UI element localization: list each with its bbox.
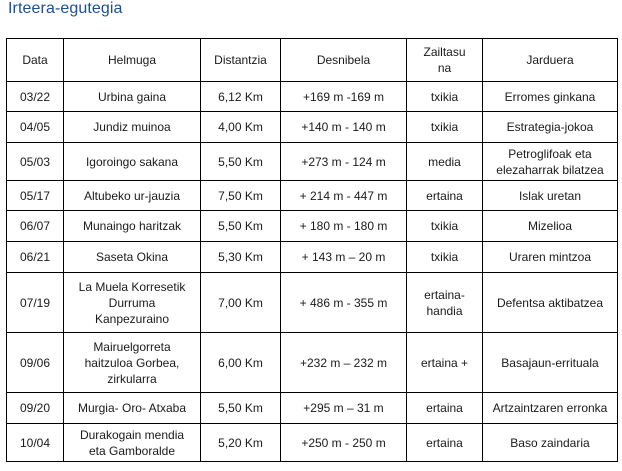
cell-destination: Murgia- Oro- Atxaba — [64, 393, 201, 424]
cell-date: 09/06 — [7, 333, 64, 393]
cell-activity: Defentsa aktibatzea — [483, 273, 618, 333]
cell-date: 03/22 — [7, 82, 64, 112]
cell-activity: Artzaintzaren erronka — [483, 393, 618, 424]
header-data: Data — [7, 39, 64, 82]
cell-distance: 5,50 Km — [201, 143, 281, 181]
cell-difficulty: ertaina- handia — [407, 273, 483, 333]
table-row — [7, 393, 618, 424]
cell-destination: Igoroingo sakana — [64, 143, 201, 181]
header-desnibela: Desnibela — [281, 39, 407, 82]
cell-destination: Munaingo haritzak — [64, 211, 201, 242]
cell-activity: Erromes ginkana — [483, 82, 618, 112]
cell-destination: Durakogain mendia eta Gamboralde — [64, 424, 201, 462]
cell-difficulty: txikia — [407, 82, 483, 112]
schedule-table — [6, 38, 618, 462]
cell-difficulty: ertaina + — [407, 333, 483, 393]
cell-activity: Petroglifoak eta elezaharrak bilatzea — [483, 143, 618, 181]
cell-elevation: + 214 m - 447 m — [281, 181, 407, 211]
cell-elevation: +250 m - 250 m — [281, 424, 407, 462]
header-helmuga: Helmuga — [64, 39, 201, 82]
header-jarduera: Jarduera — [483, 39, 618, 82]
cell-difficulty: ertaina — [407, 181, 483, 211]
cell-distance: 6,00 Km — [201, 333, 281, 393]
cell-elevation: +140 m - 140 m — [281, 112, 407, 143]
cell-difficulty: media — [407, 143, 483, 181]
cell-elevation: + 180 m - 180 m — [281, 211, 407, 242]
cell-distance: 4,00 Km — [201, 112, 281, 143]
cell-destination: Mairuelgorreta haitzuloa Gorbea, zirkularra — [64, 333, 201, 393]
table-row — [7, 181, 618, 211]
cell-elevation: + 143 m – 20 m — [281, 242, 407, 273]
cell-distance: 5,50 Km — [201, 393, 281, 424]
cell-difficulty: ertaina — [407, 393, 483, 424]
table-row — [7, 273, 618, 333]
cell-date: 05/17 — [7, 181, 64, 211]
cell-distance: 5,30 Km — [201, 242, 281, 273]
table-row — [7, 211, 618, 242]
cell-date: 09/20 — [7, 393, 64, 424]
cell-date: 05/03 — [7, 143, 64, 181]
table-row — [7, 112, 618, 143]
cell-elevation: +273 m - 124 m — [281, 143, 407, 181]
cell-activity: Uraren mintzoa — [483, 242, 618, 273]
cell-destination: Altubeko ur-jauzia — [64, 181, 201, 211]
header-distantzia: Distantzia — [201, 39, 281, 82]
header-zailtasuna: Zailtasu na — [407, 39, 483, 82]
cell-difficulty: txikia — [407, 112, 483, 143]
cell-destination: Urbina gaina — [64, 82, 201, 112]
table-header-row — [7, 39, 618, 82]
page-title: Irteera-egutegia — [8, 0, 123, 17]
cell-date: 04/05 — [7, 112, 64, 143]
cell-activity: Baso zaindaria — [483, 424, 618, 462]
cell-difficulty: ertaina — [407, 424, 483, 462]
cell-difficulty: txikia — [407, 242, 483, 273]
cell-date: 06/07 — [7, 211, 64, 242]
table-row — [7, 424, 618, 462]
cell-destination: Jundiz muinoa — [64, 112, 201, 143]
cell-elevation: + 486 m - 355 m — [281, 273, 407, 333]
table-row — [7, 333, 618, 393]
table-row — [7, 82, 618, 112]
cell-destination: Saseta Okina — [64, 242, 201, 273]
cell-distance: 7,00 Km — [201, 273, 281, 333]
cell-activity: Estrategia-jokoa — [483, 112, 618, 143]
cell-date: 10/04 — [7, 424, 64, 462]
cell-distance: 5,20 Km — [201, 424, 281, 462]
cell-distance: 5,50 Km — [201, 211, 281, 242]
table-row — [7, 143, 618, 181]
table-row — [7, 242, 618, 273]
cell-elevation: +295 m – 31 m — [281, 393, 407, 424]
cell-distance: 6,12 Km — [201, 82, 281, 112]
cell-date: 07/19 — [7, 273, 64, 333]
cell-difficulty: txikia — [407, 211, 483, 242]
cell-activity: Basajaun-errituala — [483, 333, 618, 393]
cell-distance: 7,50 Km — [201, 181, 281, 211]
cell-elevation: +232 m – 232 m — [281, 333, 407, 393]
cell-destination: La Muela Korresetik Durruma Kanpezuraino — [64, 273, 201, 333]
cell-elevation: +169 m -169 m — [281, 82, 407, 112]
cell-date: 06/21 — [7, 242, 64, 273]
cell-activity: Islak uretan — [483, 181, 618, 211]
cell-activity: Mizelioa — [483, 211, 618, 242]
